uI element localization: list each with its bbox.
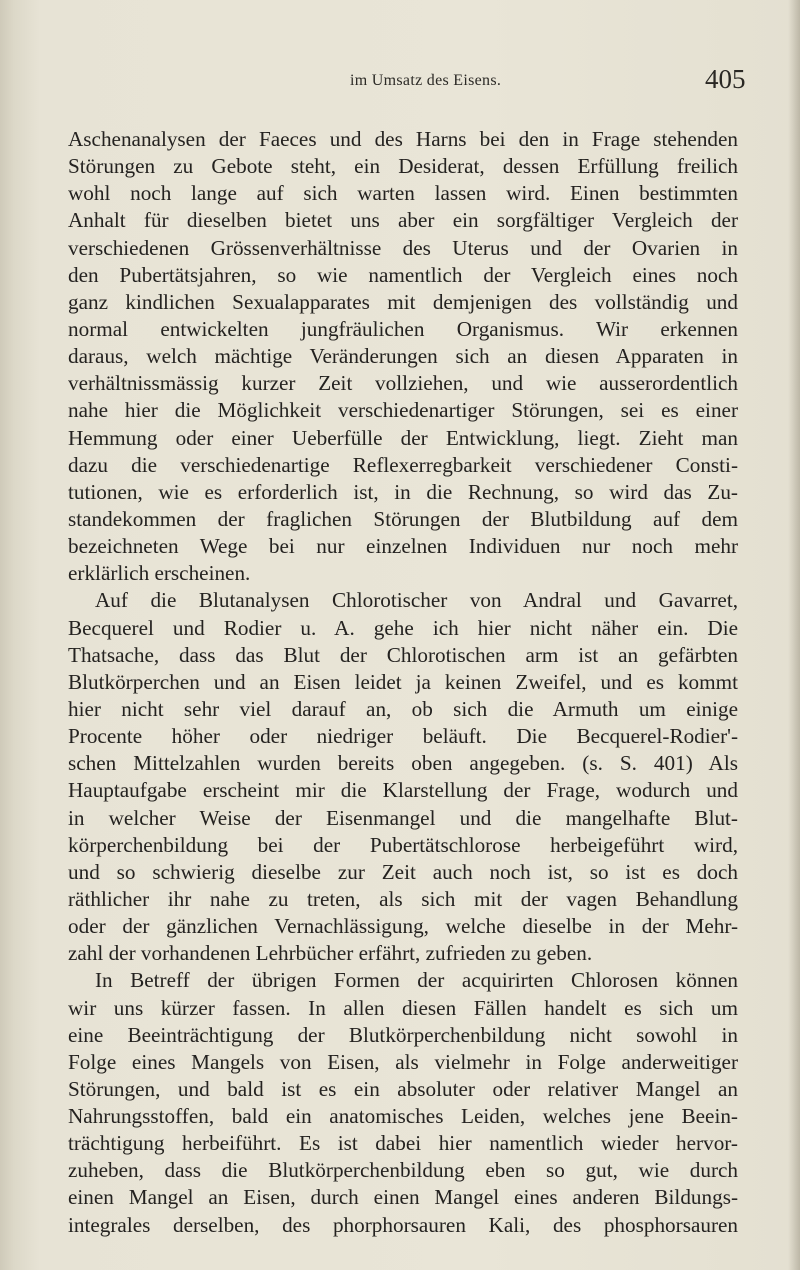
- text-line: Procente höher oder niedriger beläuft. Die Becquerel-Rodier'-: [68, 724, 738, 749]
- text-line: daraus, welch mächtige Veränderungen sich an diesen Apparaten in: [68, 344, 738, 369]
- text-line: bezeichneten Wege bei nur einzelnen Individuen nur noch mehr: [68, 534, 738, 559]
- text-line: In Betreff der übrigen Formen der acquirirten Chlorosen können: [95, 968, 738, 993]
- text-line: den Pubertätsjahren, so wie namentlich der Vergleich eines noch: [68, 262, 738, 287]
- text-line: in welcher Weise der Eisenmangel und die mangelhafte Blut-: [68, 805, 738, 830]
- text-line: erklärlich erscheinen.: [68, 561, 251, 586]
- text-line: Thatsache, dass das Blut der Chlorotischen arm ist an gefärbten: [68, 642, 738, 667]
- text-line: wir uns kürzer fassen. In allen diesen Fällen handelt es sich um: [68, 995, 738, 1020]
- text-line: ganz kindlichen Sexualapparates mit demjenigen des vollständig und: [68, 289, 738, 314]
- text-line: tutionen, wie es erforderlich ist, in die Rechnung, so wird das Zu-: [68, 479, 738, 504]
- text-line: Anhalt für dieselben bietet uns aber ein sorgfältiger Vergleich der: [68, 208, 738, 233]
- text-line: hier nicht sehr viel darauf an, ob sich die Armuth um einige: [68, 696, 738, 721]
- text-line: eine Beeinträchtigung der Blutkörperchenbildung nicht sowohl in: [68, 1022, 738, 1047]
- text-line: Nahrungsstoffen, bald ein anatomisches Leiden, welches jene Beein-: [68, 1104, 738, 1129]
- text-line: nahe hier die Möglichkeit verschiedenartiger Störungen, sei es einer: [68, 398, 738, 423]
- text-line: wohl noch lange auf sich warten lassen wird. Einen bestimmten: [68, 181, 738, 206]
- text-line: verhältnissmässig kurzer Zeit vollziehen, und wie ausserordentlich: [68, 371, 738, 396]
- text-line: einen Mangel an Eisen, durch einen Mangel eines anderen Bildungs-: [68, 1185, 738, 1210]
- text-line: schen Mittelzahlen wurden bereits oben angegeben. (s. S. 401) Als: [68, 751, 738, 776]
- text-line: Becquerel und Rodier u. A. gehe ich hier nicht näher ein. Die: [68, 615, 738, 640]
- running-head: im Umsatz des Eisens.: [350, 72, 502, 89]
- page-header: [0, 64, 800, 104]
- text-line: Störungen, und bald ist es ein absoluter oder relativer Mangel an: [68, 1076, 738, 1101]
- text-line: Hauptaufgabe erscheint mir die Klarstellung der Frage, wodurch und: [68, 778, 738, 803]
- body-text: [68, 126, 738, 1239]
- text-line: verschiedenen Grössenverhältnisse des Uterus und der Ovarien in: [68, 235, 738, 260]
- text-line: Auf die Blutanalysen Chlorotischer von Andral und Gavarret,: [95, 588, 738, 613]
- text-line: Hemmung oder einer Ueberfülle der Entwicklung, liegt. Zieht man: [68, 425, 738, 450]
- text-line: oder der gänzlichen Vernachlässigung, welche dieselbe in der Mehr-: [68, 914, 738, 939]
- text-line: zuheben, dass die Blutkörperchenbildung eben so gut, wie durch: [68, 1158, 738, 1183]
- text-line: körperchenbildung bei der Pubertätschlorose herbeigeführt wird,: [68, 832, 738, 857]
- text-line: Störungen zu Gebote steht, ein Desiderat, dessen Erfüllung freilich: [68, 154, 738, 179]
- text-line: normal entwickelten jungfräulichen Organismus. Wir erkennen: [68, 316, 738, 341]
- page-edge-shadow: [788, 0, 800, 1270]
- text-line: Folge eines Mangels von Eisen, als vielmehr in Folge anderweitiger: [68, 1049, 738, 1074]
- text-line: trächtigung herbeiführt. Es ist dabei hier namentlich wieder hervor-: [68, 1131, 738, 1156]
- text-line: zahl der vorhandenen Lehrbücher erfährt, zufrieden zu geben.: [68, 941, 593, 966]
- text-line: integrales derselben, des phorphorsauren Kali, des phosphorsauren: [68, 1212, 738, 1237]
- text-line: Aschenanalysen der Faeces und des Harns bei den in Frage stehenden: [68, 127, 738, 151]
- text-line: und so schwierig dieselbe zur Zeit auch noch ist, so ist es doch: [68, 859, 738, 884]
- page-number: 405: [705, 64, 746, 94]
- text-line: Blutkörperchen und an Eisen leidet ja keinen Zweifel, und es kommt: [68, 669, 738, 694]
- text-line: standekommen der fraglichen Störungen der Blutbildung auf dem: [68, 506, 738, 531]
- text-line: dazu die verschiedenartige Reflexerregbarkeit verschiedener Consti-: [68, 452, 738, 477]
- text-line: räthlicher ihr nahe zu treten, als sich mit der vagen Behandlung: [68, 886, 738, 911]
